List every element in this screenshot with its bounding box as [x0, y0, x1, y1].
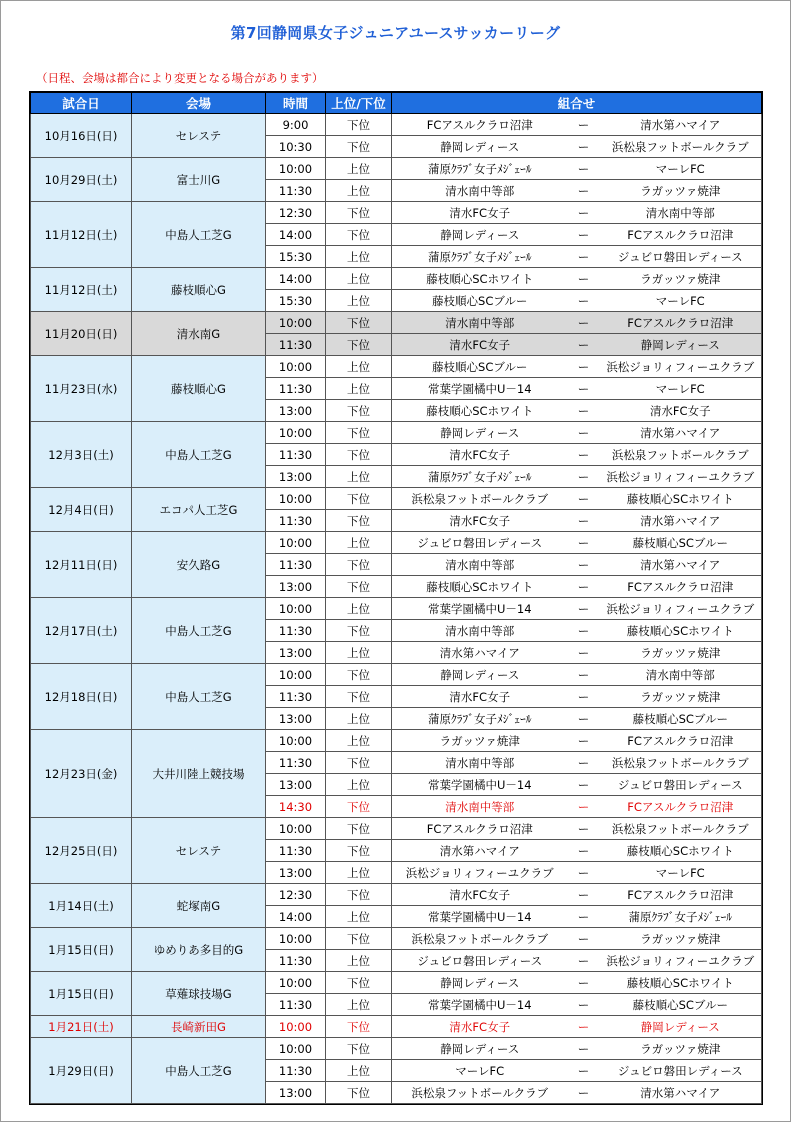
home-team: 蒲原ｸﾗﾌﾞ女子ﾒｼﾞｪｰﾙ: [392, 246, 568, 268]
vs-separator: ー: [568, 290, 600, 312]
home-team: 静岡レディース: [392, 664, 568, 686]
match-level: 下位: [326, 1038, 392, 1060]
match-date: 1月14日(土): [31, 884, 132, 928]
match-row: [31, 972, 762, 994]
match-level: 上位: [326, 862, 392, 884]
away-team: 藤枝順心SCホワイト: [600, 620, 762, 642]
match-level: 下位: [326, 510, 392, 532]
vs-separator: ー: [568, 796, 600, 818]
header-time: 時間: [266, 93, 326, 114]
away-team: 清水南中等部: [600, 202, 762, 224]
home-team: 藤枝順心SCホワイト: [392, 268, 568, 290]
match-level: 下位: [326, 818, 392, 840]
vs-separator: ー: [568, 950, 600, 972]
away-team: 清水第ハマイア: [600, 1082, 762, 1104]
vs-separator: ー: [568, 862, 600, 884]
home-team: 常葉学園橘中U－14: [392, 906, 568, 928]
home-team: 清水第ハマイア: [392, 840, 568, 862]
match-venue: 中島人工芝G: [132, 598, 266, 664]
match-date: 10月29日(土): [31, 158, 132, 202]
away-team: マーレFC: [600, 862, 762, 884]
match-date: 12月3日(土): [31, 422, 132, 488]
header-matchup: 組合せ: [392, 93, 762, 114]
match-time: 11:30: [266, 840, 326, 862]
match-date: 11月23日(水): [31, 356, 132, 422]
vs-separator: ー: [568, 1038, 600, 1060]
vs-separator: ー: [568, 928, 600, 950]
match-level: 下位: [326, 224, 392, 246]
home-team: 清水FC女子: [392, 884, 568, 906]
match-venue: 藤枝順心G: [132, 268, 266, 312]
away-team: 静岡レディース: [600, 1016, 762, 1038]
home-team: 清水第ハマイア: [392, 642, 568, 664]
match-venue: 藤枝順心G: [132, 356, 266, 422]
vs-separator: ー: [568, 708, 600, 730]
match-level: 上位: [326, 906, 392, 928]
match-row: [31, 730, 762, 752]
header-venue: 会場: [132, 93, 266, 114]
away-team: FCアスルクラロ沼津: [600, 796, 762, 818]
match-level: 上位: [326, 356, 392, 378]
vs-separator: ー: [568, 884, 600, 906]
vs-separator: ー: [568, 356, 600, 378]
match-level: 上位: [326, 774, 392, 796]
match-level: 上位: [326, 378, 392, 400]
vs-separator: ー: [568, 510, 600, 532]
away-team: 藤枝順心SCホワイト: [600, 840, 762, 862]
match-time: 11:30: [266, 510, 326, 532]
away-team: ジュビロ磐田レディース: [600, 774, 762, 796]
match-time: 10:00: [266, 928, 326, 950]
match-venue: 中島人工芝G: [132, 664, 266, 730]
match-time: 11:30: [266, 620, 326, 642]
vs-separator: ー: [568, 642, 600, 664]
vs-separator: ー: [568, 422, 600, 444]
match-time: 10:00: [266, 312, 326, 334]
away-team: ラガッツァ焼津: [600, 928, 762, 950]
match-level: 上位: [326, 268, 392, 290]
home-team: 常葉学園橘中U－14: [392, 994, 568, 1016]
match-level: 上位: [326, 730, 392, 752]
match-row: [31, 356, 762, 378]
match-time: 10:00: [266, 598, 326, 620]
home-team: 藤枝順心SCブルー: [392, 290, 568, 312]
match-date: 12月4日(日): [31, 488, 132, 532]
away-team: ジュビロ磐田レディース: [600, 1060, 762, 1082]
match-level: 下位: [326, 114, 392, 136]
match-level: 下位: [326, 752, 392, 774]
vs-separator: ー: [568, 598, 600, 620]
match-row: [31, 422, 762, 444]
away-team: 浜松ジョリィフィーユクラブ: [600, 598, 762, 620]
vs-separator: ー: [568, 532, 600, 554]
away-team: 浜松泉フットボールクラブ: [600, 444, 762, 466]
match-time: 11:30: [266, 334, 326, 356]
vs-separator: ー: [568, 664, 600, 686]
match-venue: 大井川陸上競技場: [132, 730, 266, 818]
away-team: 清水第ハマイア: [600, 422, 762, 444]
away-team: 蒲原ｸﾗﾌﾞ女子ﾒｼﾞｪｰﾙ: [600, 906, 762, 928]
match-time: 10:00: [266, 730, 326, 752]
home-team: 蒲原ｸﾗﾌﾞ女子ﾒｼﾞｪｰﾙ: [392, 708, 568, 730]
match-row: [31, 818, 762, 840]
home-team: 藤枝順心SCホワイト: [392, 576, 568, 598]
match-time: 10:00: [266, 972, 326, 994]
match-time: 14:00: [266, 268, 326, 290]
match-venue: ゆめりあ多目的G: [132, 928, 266, 972]
home-team: 清水FC女子: [392, 444, 568, 466]
match-level: 下位: [326, 576, 392, 598]
vs-separator: ー: [568, 202, 600, 224]
away-team: ラガッツァ焼津: [600, 268, 762, 290]
match-time: 15:30: [266, 246, 326, 268]
match-time: 12:30: [266, 202, 326, 224]
away-team: FCアスルクラロ沼津: [600, 312, 762, 334]
match-time: 11:30: [266, 180, 326, 202]
away-team: マーレFC: [600, 290, 762, 312]
away-team: 清水FC女子: [600, 400, 762, 422]
match-level: 下位: [326, 928, 392, 950]
match-level: 下位: [326, 1082, 392, 1104]
match-venue: 中島人工芝G: [132, 1038, 266, 1104]
match-level: 下位: [326, 664, 392, 686]
vs-separator: ー: [568, 114, 600, 136]
vs-separator: ー: [568, 686, 600, 708]
match-time: 13:00: [266, 1082, 326, 1104]
match-date: 1月15日(日): [31, 928, 132, 972]
match-date: 10月16日(日): [31, 114, 132, 158]
match-time: 11:30: [266, 752, 326, 774]
home-team: 浜松ジョリィフィーユクラブ: [392, 862, 568, 884]
away-team: 藤枝順心SCブルー: [600, 994, 762, 1016]
match-time: 10:00: [266, 1016, 326, 1038]
vs-separator: ー: [568, 136, 600, 158]
match-time: 13:00: [266, 576, 326, 598]
home-team: 浜松泉フットボールクラブ: [392, 928, 568, 950]
home-team: ラガッツァ焼津: [392, 730, 568, 752]
away-team: 藤枝順心SCブルー: [600, 708, 762, 730]
home-team: 蒲原ｸﾗﾌﾞ女子ﾒｼﾞｪｰﾙ: [392, 466, 568, 488]
match-time: 10:00: [266, 532, 326, 554]
match-time: 10:00: [266, 488, 326, 510]
match-date: 11月12日(土): [31, 202, 132, 268]
match-venue: セレステ: [132, 818, 266, 884]
home-team: ジュビロ磐田レディース: [392, 532, 568, 554]
match-time: 11:30: [266, 378, 326, 400]
match-venue: 中島人工芝G: [132, 422, 266, 488]
header-level: 上位/下位: [326, 93, 392, 114]
vs-separator: ー: [568, 312, 600, 334]
match-time: 10:30: [266, 136, 326, 158]
match-venue: 清水南G: [132, 312, 266, 356]
header-row: [31, 93, 762, 114]
match-time: 14:30: [266, 796, 326, 818]
match-time: 13:00: [266, 642, 326, 664]
away-team: 浜松泉フットボールクラブ: [600, 818, 762, 840]
away-team: 浜松ジョリィフィーユクラブ: [600, 356, 762, 378]
match-time: 12:30: [266, 884, 326, 906]
vs-separator: ー: [568, 1060, 600, 1082]
match-row: [31, 488, 762, 510]
vs-separator: ー: [568, 378, 600, 400]
match-time: 15:30: [266, 290, 326, 312]
vs-separator: ー: [568, 818, 600, 840]
match-level: 下位: [326, 620, 392, 642]
home-team: 浜松泉フットボールクラブ: [392, 1082, 568, 1104]
home-team: 清水FC女子: [392, 334, 568, 356]
away-team: 清水第ハマイア: [600, 114, 762, 136]
match-row: [31, 268, 762, 290]
match-time: 10:00: [266, 422, 326, 444]
match-level: 上位: [326, 290, 392, 312]
match-level: 下位: [326, 334, 392, 356]
home-team: 清水南中等部: [392, 554, 568, 576]
match-venue: 富士川G: [132, 158, 266, 202]
away-team: 静岡レディース: [600, 334, 762, 356]
match-time: 10:00: [266, 158, 326, 180]
match-row: [31, 928, 762, 950]
match-row: [31, 202, 762, 224]
home-team: 清水南中等部: [392, 796, 568, 818]
away-team: 浜松ジョリィフィーユクラブ: [600, 950, 762, 972]
away-team: ジュビロ磐田レディース: [600, 246, 762, 268]
match-row: [31, 158, 762, 180]
match-time: 11:30: [266, 950, 326, 972]
match-venue: 長崎新田G: [132, 1016, 266, 1038]
vs-separator: ー: [568, 774, 600, 796]
vs-separator: ー: [568, 224, 600, 246]
match-time: 13:00: [266, 774, 326, 796]
vs-separator: ー: [568, 246, 600, 268]
match-level: 下位: [326, 312, 392, 334]
match-time: 11:30: [266, 686, 326, 708]
away-team: ラガッツァ焼津: [600, 180, 762, 202]
match-time: 13:00: [266, 862, 326, 884]
home-team: 静岡レディース: [392, 1038, 568, 1060]
match-level: 下位: [326, 972, 392, 994]
match-row: [31, 532, 762, 554]
match-venue: エコパ人工芝G: [132, 488, 266, 532]
away-team: FCアスルクラロ沼津: [600, 730, 762, 752]
away-team: 清水第ハマイア: [600, 554, 762, 576]
vs-separator: ー: [568, 972, 600, 994]
vs-separator: ー: [568, 158, 600, 180]
away-team: 浜松泉フットボールクラブ: [600, 136, 762, 158]
match-level: 上位: [326, 246, 392, 268]
away-team: ラガッツァ焼津: [600, 686, 762, 708]
away-team: 藤枝順心SCホワイト: [600, 972, 762, 994]
match-row: [31, 1038, 762, 1060]
home-team: FCアスルクラロ沼津: [392, 114, 568, 136]
match-time: 11:30: [266, 1060, 326, 1082]
match-row: [31, 884, 762, 906]
match-level: 下位: [326, 136, 392, 158]
vs-separator: ー: [568, 840, 600, 862]
match-level: 下位: [326, 1016, 392, 1038]
away-team: FCアスルクラロ沼津: [600, 884, 762, 906]
match-level: 上位: [326, 708, 392, 730]
home-team: FCアスルクラロ沼津: [392, 818, 568, 840]
home-team: 清水南中等部: [392, 180, 568, 202]
match-time: 10:00: [266, 1038, 326, 1060]
home-team: 常葉学園橘中U－14: [392, 598, 568, 620]
match-row: [31, 114, 762, 136]
away-team: 藤枝順心SCブルー: [600, 532, 762, 554]
vs-separator: ー: [568, 1082, 600, 1104]
away-team: FCアスルクラロ沼津: [600, 576, 762, 598]
home-team: 静岡レディース: [392, 972, 568, 994]
schedule-table: [30, 92, 762, 1104]
home-team: 清水FC女子: [392, 202, 568, 224]
match-venue: セレステ: [132, 114, 266, 158]
vs-separator: ー: [568, 576, 600, 598]
schedule-body: [31, 114, 762, 1104]
match-date: 12月17日(土): [31, 598, 132, 664]
match-level: 上位: [326, 1060, 392, 1082]
header-date: 試合日: [31, 93, 132, 114]
away-team: マーレFC: [600, 158, 762, 180]
vs-separator: ー: [568, 994, 600, 1016]
vs-separator: ー: [568, 334, 600, 356]
match-level: 下位: [326, 554, 392, 576]
match-level: 上位: [326, 598, 392, 620]
match-level: 上位: [326, 994, 392, 1016]
match-time: 13:00: [266, 466, 326, 488]
vs-separator: ー: [568, 488, 600, 510]
home-team: 浜松泉フットボールクラブ: [392, 488, 568, 510]
home-team: 清水南中等部: [392, 752, 568, 774]
match-level: 下位: [326, 488, 392, 510]
match-venue: 中島人工芝G: [132, 202, 266, 268]
home-team: 静岡レディース: [392, 136, 568, 158]
match-date: 11月20日(日): [31, 312, 132, 356]
match-time: 13:00: [266, 708, 326, 730]
vs-separator: ー: [568, 180, 600, 202]
away-team: 清水南中等部: [600, 664, 762, 686]
home-team: ジュビロ磐田レディース: [392, 950, 568, 972]
match-time: 9:00: [266, 114, 326, 136]
match-level: 上位: [326, 532, 392, 554]
match-date: 1月21日(土): [31, 1016, 132, 1038]
match-level: 下位: [326, 202, 392, 224]
match-date: 11月12日(土): [31, 268, 132, 312]
match-level: 下位: [326, 686, 392, 708]
home-team: 蒲原ｸﾗﾌﾞ女子ﾒｼﾞｪｰﾙ: [392, 158, 568, 180]
match-date: 12月11日(日): [31, 532, 132, 598]
home-team: 常葉学園橘中U－14: [392, 378, 568, 400]
match-venue: 安久路G: [132, 532, 266, 598]
match-row: [31, 312, 762, 334]
match-level: 上位: [326, 950, 392, 972]
vs-separator: ー: [568, 554, 600, 576]
page-title: 第7回静岡県女子ジュニアユースサッカーリーグ: [230, 24, 561, 42]
away-team: ラガッツァ焼津: [600, 642, 762, 664]
vs-separator: ー: [568, 620, 600, 642]
vs-separator: ー: [568, 1016, 600, 1038]
home-team: 静岡レディース: [392, 224, 568, 246]
away-team: ラガッツァ焼津: [600, 1038, 762, 1060]
match-time: 14:00: [266, 224, 326, 246]
vs-separator: ー: [568, 444, 600, 466]
match-level: 上位: [326, 466, 392, 488]
vs-separator: ー: [568, 730, 600, 752]
match-date: 12月25日(日): [31, 818, 132, 884]
match-venue: 蛇塚南G: [132, 884, 266, 928]
vs-separator: ー: [568, 906, 600, 928]
home-team: 清水FC女子: [392, 686, 568, 708]
match-time: 10:00: [266, 664, 326, 686]
match-date: 1月15日(日): [31, 972, 132, 1016]
match-date: 12月23日(金): [31, 730, 132, 818]
home-team: 清水南中等部: [392, 312, 568, 334]
match-level: 上位: [326, 180, 392, 202]
match-date: 1月29日(日): [31, 1038, 132, 1104]
match-time: 11:30: [266, 554, 326, 576]
match-level: 上位: [326, 158, 392, 180]
match-level: 下位: [326, 796, 392, 818]
vs-separator: ー: [568, 466, 600, 488]
home-team: 静岡レディース: [392, 422, 568, 444]
match-level: 下位: [326, 840, 392, 862]
match-time: 14:00: [266, 906, 326, 928]
away-team: 藤枝順心SCホワイト: [600, 488, 762, 510]
away-team: マーレFC: [600, 378, 762, 400]
home-team: マーレFC: [392, 1060, 568, 1082]
vs-separator: ー: [568, 752, 600, 774]
away-team: 浜松泉フットボールクラブ: [600, 752, 762, 774]
home-team: 清水FC女子: [392, 510, 568, 532]
away-team: FCアスルクラロ沼津: [600, 224, 762, 246]
vs-separator: ー: [568, 268, 600, 290]
away-team: 浜松ジョリィフィーユクラブ: [600, 466, 762, 488]
match-time: 10:00: [266, 818, 326, 840]
match-time: 11:30: [266, 444, 326, 466]
match-level: 下位: [326, 444, 392, 466]
match-level: 下位: [326, 400, 392, 422]
match-level: 上位: [326, 642, 392, 664]
home-team: 清水FC女子: [392, 1016, 568, 1038]
away-team: 清水第ハマイア: [600, 510, 762, 532]
vs-separator: ー: [568, 400, 600, 422]
match-date: 12月18日(日): [31, 664, 132, 730]
match-level: 下位: [326, 422, 392, 444]
match-row: [31, 598, 762, 620]
match-row: [31, 664, 762, 686]
match-time: 11:30: [266, 994, 326, 1016]
match-venue: 草薙球技場G: [132, 972, 266, 1016]
home-team: 常葉学園橘中U－14: [392, 774, 568, 796]
match-level: 下位: [326, 884, 392, 906]
match-time: 13:00: [266, 400, 326, 422]
match-time: 10:00: [266, 356, 326, 378]
home-team: 藤枝順心SCブルー: [392, 356, 568, 378]
match-row: [31, 1016, 762, 1038]
schedule-note: （日程、会場は都合により変更となる場合があります）: [36, 71, 324, 85]
home-team: 藤枝順心SCホワイト: [392, 400, 568, 422]
home-team: 清水南中等部: [392, 620, 568, 642]
